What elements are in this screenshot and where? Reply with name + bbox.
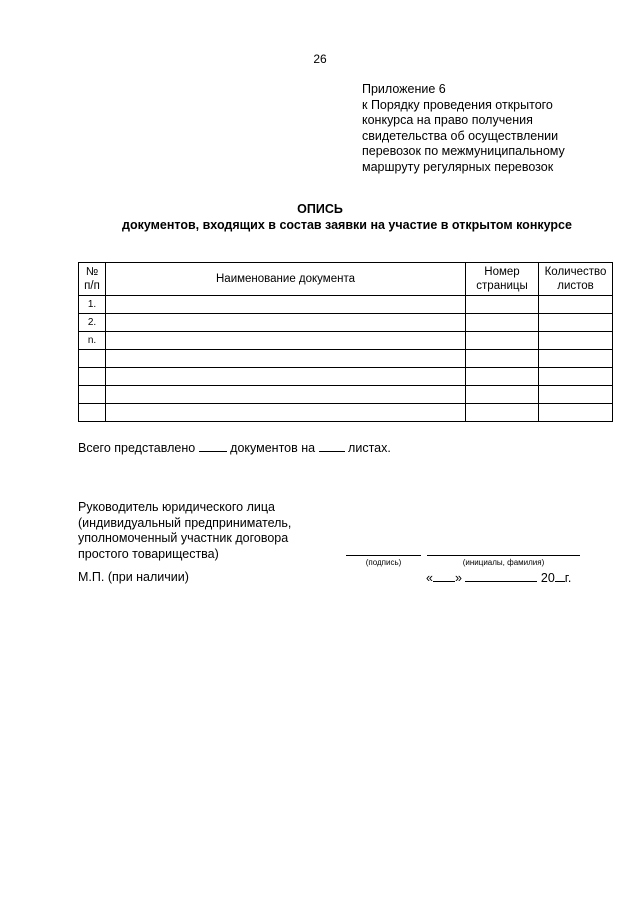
signatory-line: уполномоченный участник договора bbox=[78, 531, 289, 545]
signatory-block bbox=[78, 500, 291, 562]
year-prefix: 20 bbox=[540, 571, 555, 585]
header-count-line1: Количество bbox=[544, 266, 607, 278]
signatory-line: (индивидуальный предприниматель, bbox=[78, 515, 292, 530]
cell-sheet-count[interactable] bbox=[539, 350, 613, 368]
stamp-label: М.П. (при наличии) bbox=[78, 570, 189, 584]
cell-sheet-count[interactable] bbox=[539, 404, 613, 422]
row-number bbox=[79, 404, 106, 422]
cell-page-number[interactable] bbox=[466, 296, 539, 314]
sheets-count-blank[interactable] bbox=[319, 440, 345, 452]
row-number bbox=[79, 368, 106, 386]
header-count-line2: листов bbox=[557, 280, 594, 292]
date-close-quote: » bbox=[454, 571, 462, 585]
annex-line: перевозок по межмуниципальному bbox=[362, 144, 565, 158]
cell-sheet-count[interactable] bbox=[539, 386, 613, 404]
table-row bbox=[79, 350, 613, 368]
annex-line: конкурса на право получения bbox=[362, 113, 533, 127]
table-header-row bbox=[79, 263, 613, 296]
table-row bbox=[79, 404, 613, 422]
year-suffix: г. bbox=[564, 571, 572, 585]
document-title: ОПИСЬ bbox=[297, 202, 343, 216]
cell-document-name[interactable] bbox=[106, 386, 466, 404]
year-blank[interactable] bbox=[555, 570, 565, 582]
date-line bbox=[426, 570, 571, 585]
cell-document-name[interactable] bbox=[106, 350, 466, 368]
header-number bbox=[79, 263, 106, 296]
annex-line: маршруту регулярных перевозок bbox=[362, 159, 554, 174]
cell-document-name[interactable] bbox=[106, 314, 466, 332]
row-number: 1. bbox=[79, 296, 106, 314]
cell-sheet-count[interactable] bbox=[539, 368, 613, 386]
page-number: 26 bbox=[313, 52, 327, 66]
signatory-line: простого товарищества) bbox=[78, 546, 219, 561]
header-page-line1: Номер bbox=[484, 266, 520, 278]
month-blank[interactable] bbox=[465, 570, 537, 582]
header-number-line1: № bbox=[85, 266, 99, 278]
header-sheet-count bbox=[539, 263, 613, 296]
summary-text: документов на bbox=[230, 441, 316, 455]
signatory-line: Руководитель юридического лица bbox=[78, 500, 275, 514]
cell-page-number[interactable] bbox=[466, 332, 539, 350]
cell-document-name[interactable] bbox=[106, 404, 466, 422]
cell-document-name[interactable] bbox=[106, 296, 466, 314]
day-blank[interactable] bbox=[433, 570, 455, 582]
annex-line: свидетельства об осуществлении bbox=[362, 128, 559, 143]
row-number: n. bbox=[79, 332, 106, 350]
header-page-number bbox=[466, 263, 539, 296]
annex-line: Приложение 6 bbox=[362, 82, 446, 96]
row-number bbox=[79, 350, 106, 368]
annex-header bbox=[362, 82, 612, 175]
table-row bbox=[79, 332, 613, 350]
name-caption: (инициалы, фамилия) bbox=[462, 558, 545, 567]
signature-caption: (подпись) bbox=[365, 558, 402, 567]
table-row bbox=[79, 386, 613, 404]
header-number-line2: п/п bbox=[84, 280, 100, 292]
table-row bbox=[79, 296, 613, 314]
table-row bbox=[79, 368, 613, 386]
cell-document-name[interactable] bbox=[106, 368, 466, 386]
table-row bbox=[79, 314, 613, 332]
header-page-line2: страницы bbox=[476, 280, 528, 292]
cell-page-number[interactable] bbox=[466, 404, 539, 422]
cell-page-number[interactable] bbox=[466, 368, 539, 386]
cell-sheet-count[interactable] bbox=[539, 296, 613, 314]
cell-sheet-count[interactable] bbox=[539, 332, 613, 350]
date-open-quote: « bbox=[426, 571, 433, 585]
row-number bbox=[79, 386, 106, 404]
summary-text: листах. bbox=[348, 441, 391, 455]
signature-line[interactable] bbox=[346, 555, 421, 556]
summary-text: Всего представлено bbox=[78, 441, 196, 455]
document-subtitle: документов, входящих в состав заявки на участие в открытом конкурсе bbox=[122, 218, 572, 232]
cell-sheet-count[interactable] bbox=[539, 314, 613, 332]
name-line[interactable] bbox=[427, 555, 580, 556]
row-number: 2. bbox=[79, 314, 106, 332]
cell-page-number[interactable] bbox=[466, 386, 539, 404]
cell-document-name[interactable] bbox=[106, 332, 466, 350]
summary-line bbox=[78, 440, 391, 455]
cell-page-number[interactable] bbox=[466, 314, 539, 332]
cell-page-number[interactable] bbox=[466, 350, 539, 368]
header-document-name: Наименование документа bbox=[106, 263, 466, 296]
documents-table bbox=[78, 262, 613, 422]
documents-count-blank[interactable] bbox=[199, 440, 227, 452]
annex-line: к Порядку проведения открытого bbox=[362, 97, 553, 112]
